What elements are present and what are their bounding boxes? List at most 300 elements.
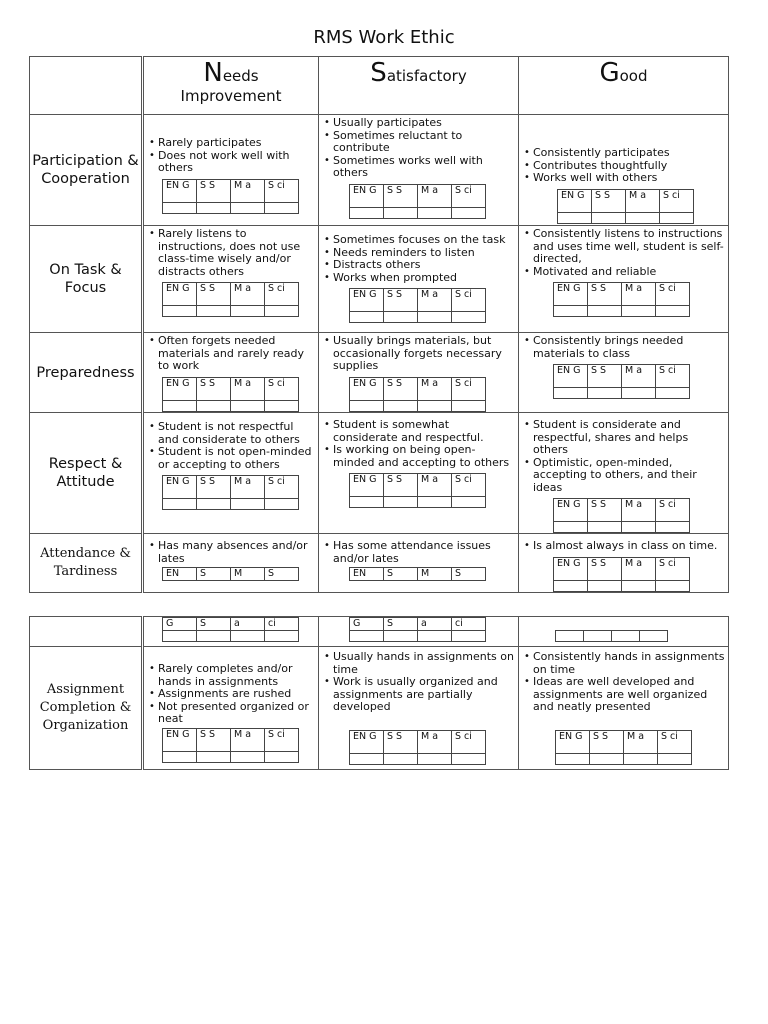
subject-score-cell[interactable] — [588, 580, 622, 591]
subject-label-cell: M a — [231, 377, 265, 400]
subject-score-cell[interactable] — [658, 753, 692, 764]
subject-score-cell[interactable] — [640, 631, 668, 642]
subject-score-cell[interactable] — [452, 207, 486, 218]
subject-score-cell[interactable] — [231, 400, 265, 411]
criteria-list — [319, 651, 518, 714]
subject-score-cell[interactable] — [163, 751, 197, 762]
subject-score-cell[interactable] — [656, 306, 690, 317]
subject-score-grid — [349, 730, 486, 765]
subject-label-cell: S ci — [452, 184, 486, 207]
row-label: Attendance & Tardiness — [30, 534, 143, 593]
criteria-item: • Rarely participates — [149, 137, 316, 150]
subject-label-cell: S ci — [452, 730, 486, 753]
rubric-row — [30, 647, 729, 770]
header-needs-improvement: Needs Improvement — [143, 57, 319, 115]
subject-label-cell: EN G — [350, 730, 384, 753]
subject-label-cell: S S — [384, 377, 418, 400]
subject-label-cell: M a — [418, 474, 452, 497]
subject-score-cell[interactable] — [588, 306, 622, 317]
subject-score-cell[interactable] — [163, 631, 197, 642]
criteria-list — [519, 419, 728, 494]
rubric-row-continued — [30, 617, 729, 647]
subject-label-row — [163, 568, 299, 581]
subject-score-cell[interactable] — [656, 580, 690, 591]
criteria-item: • Distracts others — [324, 259, 516, 272]
subject-score-row — [350, 631, 486, 642]
rubric-row — [30, 333, 729, 413]
criteria-cell-satisfactory — [319, 647, 519, 770]
criteria-item: • Consistently listens to instructions and uses time well, student is self-directed, — [524, 228, 726, 266]
subject-score-cell[interactable] — [622, 580, 656, 591]
subject-label-cell: S S — [197, 728, 231, 751]
subject-score-cell[interactable] — [554, 306, 588, 317]
criteria-list — [319, 335, 518, 373]
rubric-row — [30, 413, 729, 534]
row-label: Assignment Completion & Organization — [30, 647, 143, 770]
subject-label-cell: EN G — [350, 474, 384, 497]
subject-label-cell: a — [231, 618, 265, 631]
subject-score-grid — [553, 282, 690, 317]
row-label: On Task & Focus — [30, 226, 143, 333]
criteria-item: • Sometimes focuses on the task — [324, 234, 516, 247]
subject-score-cell[interactable] — [265, 306, 299, 317]
subject-score-row — [163, 202, 299, 213]
subject-score-cell[interactable] — [265, 202, 299, 213]
subject-label-cell: S — [197, 618, 231, 631]
subject-label-cell: S S — [197, 179, 231, 202]
criteria-item: • Motivated and reliable — [524, 266, 726, 279]
criteria-item: • Often forgets needed materials and rarely ready to work — [149, 335, 316, 373]
criteria-list — [144, 663, 318, 726]
criteria-list — [519, 228, 728, 278]
subject-label-cell: M a — [231, 476, 265, 499]
subject-label-cell: S ci — [658, 730, 692, 753]
subject-score-row — [163, 400, 299, 411]
subject-label-cell: S ci — [660, 189, 694, 212]
subject-score-cell[interactable] — [622, 388, 656, 399]
subject-score-grid — [162, 617, 299, 642]
criteria-cell-good — [519, 534, 729, 593]
subject-label-cell: S ci — [656, 557, 690, 580]
header-good: Good — [519, 57, 729, 115]
criteria-item: • Work is usually organized and assignments are partially developed — [324, 676, 516, 714]
subject-score-grid — [553, 557, 690, 592]
subject-label-cell: M a — [231, 728, 265, 751]
criteria-list — [519, 147, 728, 185]
subject-score-cell[interactable] — [350, 631, 384, 642]
subject-label-cell: M a — [418, 289, 452, 312]
subject-score-cell[interactable] — [350, 753, 384, 764]
subject-label-cell: M a — [622, 365, 656, 388]
subject-label-row — [350, 618, 486, 631]
page-title: RMS Work Ethic — [313, 27, 455, 48]
subject-score-cell[interactable] — [584, 631, 612, 642]
subject-label-cell: S S — [197, 377, 231, 400]
criteria-list — [144, 540, 318, 565]
criteria-item: • Does not work well with others — [149, 150, 316, 175]
subject-label-cell: EN G — [554, 557, 588, 580]
subject-score-row — [350, 497, 486, 508]
row-label: Participation & Cooperation — [30, 115, 143, 226]
subject-label-cell: ci — [265, 618, 299, 631]
subject-score-cell[interactable] — [452, 753, 486, 764]
subject-score-cell[interactable] — [622, 306, 656, 317]
subject-label-cell: S S — [588, 499, 622, 522]
criteria-item: • Works well with others — [524, 172, 726, 185]
subject-label-cell: S ci — [265, 283, 299, 306]
criteria-item: • Student is somewhat considerate and respectful. — [324, 419, 516, 444]
rubric-row — [30, 115, 729, 226]
subject-score-row — [350, 400, 486, 411]
subject-label-cell: S S — [384, 289, 418, 312]
subject-score-grid — [555, 630, 668, 642]
rubric-table-continued — [29, 616, 729, 770]
subject-label-row — [350, 289, 486, 312]
subject-score-cell[interactable] — [384, 312, 418, 323]
subject-label-cell: a — [418, 618, 452, 631]
criteria-item: • Is working on being open-minded and accepting to others — [324, 444, 516, 469]
subject-score-cell[interactable] — [197, 751, 231, 762]
subject-score-cell[interactable] — [384, 207, 418, 218]
subject-label-cell: M a — [624, 730, 658, 753]
subject-score-cell[interactable] — [231, 631, 265, 642]
criteria-item: • Optimistic, open-minded, accepting to others, and their ideas — [524, 457, 726, 495]
subject-score-grid — [349, 184, 486, 219]
subject-score-grid — [349, 473, 486, 508]
subject-label-cell: S ci — [656, 365, 690, 388]
criteria-list — [319, 419, 518, 469]
subject-score-cell[interactable] — [452, 400, 486, 411]
row-label: Preparedness — [30, 333, 143, 413]
subject-label-cell: EN G — [350, 377, 384, 400]
criteria-item: • Sometimes reluctant to contribute — [324, 130, 516, 155]
criteria-item: • Rarely completes and/or hands in assignments — [149, 663, 316, 688]
subject-score-row — [350, 207, 486, 218]
subject-label-cell: EN G — [554, 283, 588, 306]
subject-label-cell: S ci — [452, 289, 486, 312]
subject-score-cell[interactable] — [588, 522, 622, 533]
subject-score-cell[interactable] — [624, 753, 658, 764]
criteria-list — [519, 651, 728, 714]
subject-score-row — [163, 306, 299, 317]
subject-label-cell: EN G — [163, 179, 197, 202]
subject-label-cell: M a — [622, 283, 656, 306]
subject-score-cell[interactable] — [554, 522, 588, 533]
subject-score-cell[interactable] — [350, 207, 384, 218]
subject-score-row — [556, 753, 692, 764]
criteria-cell-needs — [143, 534, 319, 593]
header-satisfactory: Satisfactory — [319, 57, 519, 115]
subject-label-cell: S — [384, 618, 418, 631]
subject-score-cell[interactable] — [197, 400, 231, 411]
criteria-item: • Student is not respectful and considerate to others — [149, 421, 316, 446]
subject-label-cell: M a — [418, 184, 452, 207]
subject-label-row — [163, 179, 299, 202]
criteria-cell-good — [519, 333, 729, 413]
subject-score-cell[interactable] — [418, 400, 452, 411]
subject-score-cell[interactable] — [231, 202, 265, 213]
header-corner — [30, 57, 143, 115]
subject-score-cell[interactable] — [588, 388, 622, 399]
row-label: Respect & Attitude — [30, 413, 143, 534]
subject-label-cell: M — [231, 568, 265, 581]
subject-label-cell: S S — [197, 476, 231, 499]
header-row — [30, 57, 729, 115]
criteria-item: • Has some attendance issues and/or lates — [324, 540, 516, 565]
subject-label-cell: M — [418, 568, 452, 581]
subject-label-cell: S ci — [656, 499, 690, 522]
subject-label-cell: EN — [163, 568, 197, 581]
subject-score-cell[interactable] — [558, 212, 592, 223]
subject-score-cell[interactable] — [622, 522, 656, 533]
criteria-cell-good — [519, 115, 729, 226]
subject-label-row — [163, 618, 299, 631]
subject-score-cell[interactable] — [418, 312, 452, 323]
subject-label-cell: EN G — [554, 365, 588, 388]
subject-score-cell[interactable] — [163, 306, 197, 317]
subject-score-cell[interactable] — [452, 631, 486, 642]
subject-label-cell: M a — [231, 283, 265, 306]
criteria-item: • Consistently brings needed materials to class — [524, 335, 726, 360]
subject-label-cell: S ci — [452, 474, 486, 497]
subject-score-cell[interactable] — [452, 497, 486, 508]
subject-label-cell: S ci — [452, 377, 486, 400]
subject-score-row — [558, 212, 694, 223]
subject-label-row — [163, 476, 299, 499]
subject-label-cell: M a — [622, 557, 656, 580]
criteria-cell-satisfactory — [319, 226, 519, 333]
subject-label-row — [554, 557, 690, 580]
subject-label-cell: ci — [452, 618, 486, 631]
subject-score-cell[interactable] — [418, 497, 452, 508]
subject-label-cell: S — [265, 568, 299, 581]
criteria-item: • Contributes thoughtfully — [524, 160, 726, 173]
subject-score-grid — [162, 179, 299, 214]
criteria-cell-needs — [143, 647, 319, 770]
subject-score-grid — [553, 364, 690, 399]
subject-score-cell[interactable] — [265, 751, 299, 762]
subject-score-grid — [553, 498, 690, 533]
criteria-list — [519, 335, 728, 360]
subject-label-row — [163, 728, 299, 751]
rubric-row — [30, 534, 729, 593]
criteria-item: • Ideas are well developed and assignments are well organized and neatly presented — [524, 676, 726, 714]
criteria-item: • Usually brings materials, but occasionally forgets necessary supplies — [324, 335, 516, 373]
subject-score-cell[interactable] — [197, 202, 231, 213]
criteria-item: • Works when prompted — [324, 272, 516, 285]
subject-score-cell[interactable] — [350, 400, 384, 411]
subject-score-row — [350, 753, 486, 764]
subject-label-row — [554, 283, 690, 306]
subject-score-cell[interactable] — [612, 631, 640, 642]
subject-score-cell[interactable] — [197, 306, 231, 317]
subject-label-cell: S — [452, 568, 486, 581]
subject-label-cell: M a — [626, 189, 660, 212]
subject-label-cell: S — [197, 568, 231, 581]
subject-score-grid — [162, 282, 299, 317]
criteria-item: • Assignments are rushed — [149, 688, 316, 701]
subject-score-row — [163, 499, 299, 510]
subject-score-cell[interactable] — [656, 522, 690, 533]
subject-score-cell[interactable] — [418, 631, 452, 642]
criteria-cell-good — [519, 413, 729, 534]
subject-score-grid — [349, 567, 486, 581]
subject-score-cell[interactable] — [452, 312, 486, 323]
subject-label-cell: S ci — [265, 728, 299, 751]
subject-score-cell[interactable] — [384, 753, 418, 764]
subject-score-cell[interactable] — [163, 499, 197, 510]
subject-label-cell: S ci — [265, 377, 299, 400]
subject-label-cell: S S — [592, 189, 626, 212]
criteria-item: • Sometimes works well with others — [324, 155, 516, 180]
criteria-item: • Consistently hands in assignments on time — [524, 651, 726, 676]
subject-label-cell: EN G — [556, 730, 590, 753]
subject-score-cell[interactable] — [554, 580, 588, 591]
criteria-cell-satisfactory — [319, 115, 519, 226]
criteria-item: • Rarely listens to instructions, does not use class-time wisely and/or distracts others — [149, 228, 316, 278]
subject-score-cell[interactable] — [556, 631, 584, 642]
criteria-item: • Usually participates — [324, 117, 516, 130]
criteria-cell-continued — [319, 617, 519, 647]
subject-score-cell[interactable] — [231, 751, 265, 762]
subject-label-cell: EN G — [163, 476, 197, 499]
subject-label-cell: EN G — [558, 189, 592, 212]
subject-label-cell: S S — [384, 474, 418, 497]
subject-label-row — [350, 568, 486, 581]
subject-label-cell: S S — [588, 557, 622, 580]
subject-score-cell[interactable] — [590, 753, 624, 764]
subject-label-cell: EN G — [163, 728, 197, 751]
subject-score-cell[interactable] — [265, 499, 299, 510]
criteria-list — [144, 335, 318, 373]
subject-label-row — [350, 184, 486, 207]
subject-score-grid — [349, 617, 486, 642]
subject-score-cell[interactable] — [660, 212, 694, 223]
criteria-cell-needs — [143, 115, 319, 226]
criteria-item: • Student is considerate and respectful, shares and helps others — [524, 419, 726, 457]
criteria-cell-needs — [143, 413, 319, 534]
subject-label-cell: EN G — [163, 377, 197, 400]
subject-score-cell[interactable] — [265, 631, 299, 642]
subject-score-grid — [162, 377, 299, 412]
criteria-cell-good — [519, 647, 729, 770]
subject-label-row — [350, 730, 486, 753]
subject-score-cell[interactable] — [163, 202, 197, 213]
subject-label-cell: S S — [197, 283, 231, 306]
subject-label-cell: EN G — [163, 283, 197, 306]
subject-label-cell: EN — [350, 568, 384, 581]
criteria-list — [319, 117, 518, 180]
subject-score-row — [554, 522, 690, 533]
subject-label-cell: G — [163, 618, 197, 631]
subject-score-grid — [555, 730, 692, 765]
subject-score-cell[interactable] — [350, 497, 384, 508]
subject-score-row — [554, 306, 690, 317]
subject-score-cell[interactable] — [626, 212, 660, 223]
row-label-continued — [30, 617, 143, 647]
subject-label-cell: S — [384, 568, 418, 581]
subject-score-row — [350, 312, 486, 323]
subject-score-cell[interactable] — [554, 388, 588, 399]
subject-score-cell[interactable] — [384, 400, 418, 411]
criteria-list — [144, 228, 318, 278]
criteria-item: • Not presented organized or neat — [149, 701, 316, 726]
criteria-cell-satisfactory — [319, 413, 519, 534]
criteria-cell-continued — [143, 617, 319, 647]
subject-score-row — [554, 388, 690, 399]
subject-label-row — [350, 377, 486, 400]
subject-score-row — [163, 631, 299, 642]
subject-score-cell[interactable] — [163, 400, 197, 411]
subject-score-cell[interactable] — [556, 753, 590, 764]
subject-score-cell[interactable] — [231, 306, 265, 317]
criteria-list — [144, 421, 318, 471]
subject-label-row — [350, 474, 486, 497]
subject-label-cell: S ci — [265, 476, 299, 499]
subject-score-cell[interactable] — [418, 753, 452, 764]
subject-label-row — [554, 499, 690, 522]
subject-label-row — [558, 189, 694, 212]
criteria-item: • Usually hands in assignments on time — [324, 651, 516, 676]
subject-score-cell[interactable] — [418, 207, 452, 218]
subject-label-cell: S S — [384, 184, 418, 207]
subject-label-cell: S S — [384, 730, 418, 753]
criteria-item: • Student is not open-minded or accepting to others — [149, 446, 316, 471]
subject-score-cell[interactable] — [231, 499, 265, 510]
criteria-cell-satisfactory — [319, 534, 519, 593]
subject-score-cell[interactable] — [197, 631, 231, 642]
subject-score-cell[interactable] — [384, 497, 418, 508]
criteria-list — [319, 540, 518, 565]
subject-label-cell: S S — [588, 283, 622, 306]
subject-label-cell: G — [350, 618, 384, 631]
criteria-list — [319, 234, 518, 284]
subject-score-cell[interactable] — [350, 312, 384, 323]
subject-score-row — [556, 631, 668, 642]
subject-score-grid — [162, 475, 299, 510]
subject-label-cell: M a — [231, 179, 265, 202]
subject-label-cell: S S — [590, 730, 624, 753]
subject-label-cell: S S — [588, 365, 622, 388]
subject-label-cell: S ci — [656, 283, 690, 306]
subject-label-cell: S ci — [265, 179, 299, 202]
subject-score-cell[interactable] — [656, 388, 690, 399]
subject-label-row — [163, 377, 299, 400]
subject-score-grid — [162, 567, 299, 581]
subject-label-cell: EN G — [350, 184, 384, 207]
subject-score-grid — [557, 189, 694, 224]
subject-score-cell[interactable] — [265, 400, 299, 411]
subject-label-cell: M a — [418, 377, 452, 400]
subject-score-cell[interactable] — [197, 499, 231, 510]
criteria-cell-needs — [143, 333, 319, 413]
rubric-table — [29, 56, 729, 593]
subject-score-grid — [162, 728, 299, 763]
criteria-cell-needs — [143, 226, 319, 333]
subject-label-cell: EN G — [554, 499, 588, 522]
criteria-cell-satisfactory — [319, 333, 519, 413]
subject-label-cell: M a — [622, 499, 656, 522]
subject-label-row — [556, 730, 692, 753]
subject-score-grid — [349, 288, 486, 323]
subject-score-cell[interactable] — [592, 212, 626, 223]
criteria-item: • Is almost always in class on time. — [524, 540, 726, 553]
criteria-item: • Has many absences and/or lates — [149, 540, 316, 565]
criteria-cell-continued — [519, 617, 729, 647]
rubric-row — [30, 226, 729, 333]
subject-score-cell[interactable] — [384, 631, 418, 642]
criteria-list — [519, 540, 728, 553]
